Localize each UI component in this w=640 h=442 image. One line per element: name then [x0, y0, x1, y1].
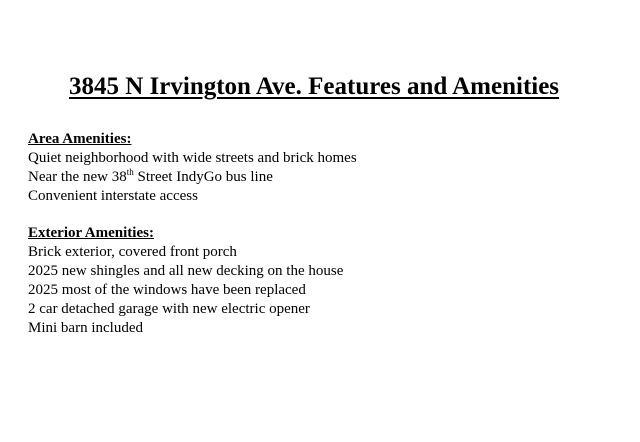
area-line-neighborhood: Quiet neighborhood with wide streets and brick homes: [28, 150, 357, 166]
exterior-amenities-section: [28, 224, 343, 338]
area-line-bus-ordinal: th: [126, 167, 134, 177]
area-line-interstate: Convenient interstate access: [28, 188, 198, 204]
area-line-bus: [28, 168, 357, 187]
area-line-bus-suffix: Street IndyGo bus line: [133, 169, 273, 185]
exterior-amenities-heading: Exterior Amenities:: [28, 225, 154, 241]
area-line-bus-prefix: Near the new 38: [28, 169, 127, 185]
exterior-line-windows: 2025 most of the windows have been replaced: [28, 282, 306, 298]
area-amenities-section: [28, 130, 357, 206]
exterior-line-garage: 2 car detached garage with new electric opener: [28, 301, 310, 317]
exterior-line-brick: Brick exterior, covered front porch: [28, 244, 237, 260]
area-amenities-heading: Area Amenities:: [28, 131, 132, 147]
exterior-line-mini-barn: Mini barn included: [28, 320, 143, 336]
exterior-line-shingles: 2025 new shingles and all new decking on the house: [28, 263, 344, 279]
document-title: 3845 N Irvington Ave. Features and Amenities: [69, 73, 560, 100]
